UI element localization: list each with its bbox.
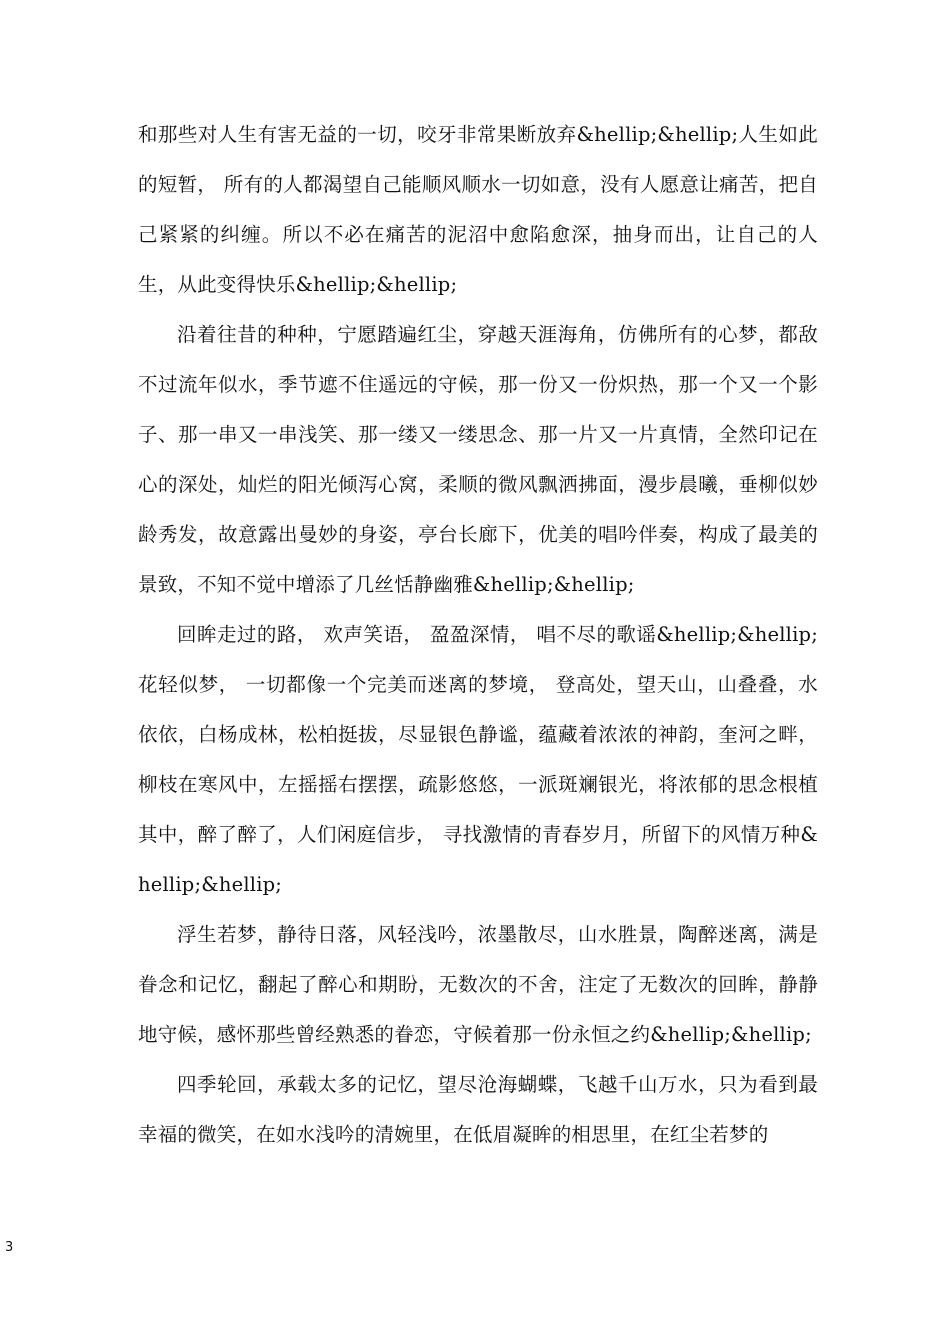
page-number: 3 (5, 1240, 14, 1255)
paragraph-5: 四季轮回，承载太多的记忆，望尽沧海蝴蝶，飞越千山万水，只为看到最幸福的微笑，在如水浅吟的清婉里，在低眉凝眸的相思里，在红尘若梦的 (138, 1073, 818, 1146)
paragraph-2: 沿着往昔的种种，宁愿踏遍红尘，穿越天涯海角，仿佛所有的心梦，都敌不过流年似水，季节遮不住遥远的守候，那一份又一份炽热，那一个又一个影子、那一串又一串浅笑、那一缕又一缕思念、那一片又一片真情，全然印记在心的深处，灿烂的阳光倾泻心窝，柔顺的微风飘洒拂面，漫步晨曦，垂柳似妙龄秀发，故意露出曼妙的身姿，亭台长廊下，优美的唱吟伴奏，构成了最美的景致，不知不觉中增添了几丝恬静幽雅&hellip;&hellip; (138, 323, 818, 596)
document-body (138, 110, 818, 1160)
paragraph-1: 和那些对人生有害无益的一切，咬牙非常果断放弃&hellip;&hellip;人生如此的短暂， 所有的人都渴望自己能顺风顺水一切如意，没有人愿意让痛苦，把自己紧紧的纠缠。所以不必在痛苦的泥沼中愈陷愈深，抽身而出，让自己的人生，从此变得快乐&hellip;&hellip; (138, 123, 818, 296)
paragraph-4: 浮生若梦，静待日落，风轻浅吟，浓墨散尽，山水胜景，陶醉迷离，满是眷念和记忆，翻起了醉心和期盼，无数次的不舍，注定了无数次的回眸，静静地守候，感怀那些曾经熟悉的眷恋，守候着那一份永恒之约&hellip;&hellip; (138, 923, 818, 1046)
paragraph-3: 回眸走过的路， 欢声笑语， 盈盈深情， 唱不尽的歌谣&hellip;&hellip;花轻似梦， 一切都像一个完美而迷离的梦境， 登高处，望天山，山叠叠，水依依，白杨成林，松柏挺拔，尽显银色静谧，蕴藏着浓浓的神韵，奎河之畔，柳枝在寒风中，左摇摇右摆摆，疏影悠悠，一派斑斓银光，将浓郁的思念根植其中，醉了醉了，人们闲庭信步， 寻找激情的青春岁月，所留下的风情万种&hellip;&hellip; (138, 623, 818, 896)
